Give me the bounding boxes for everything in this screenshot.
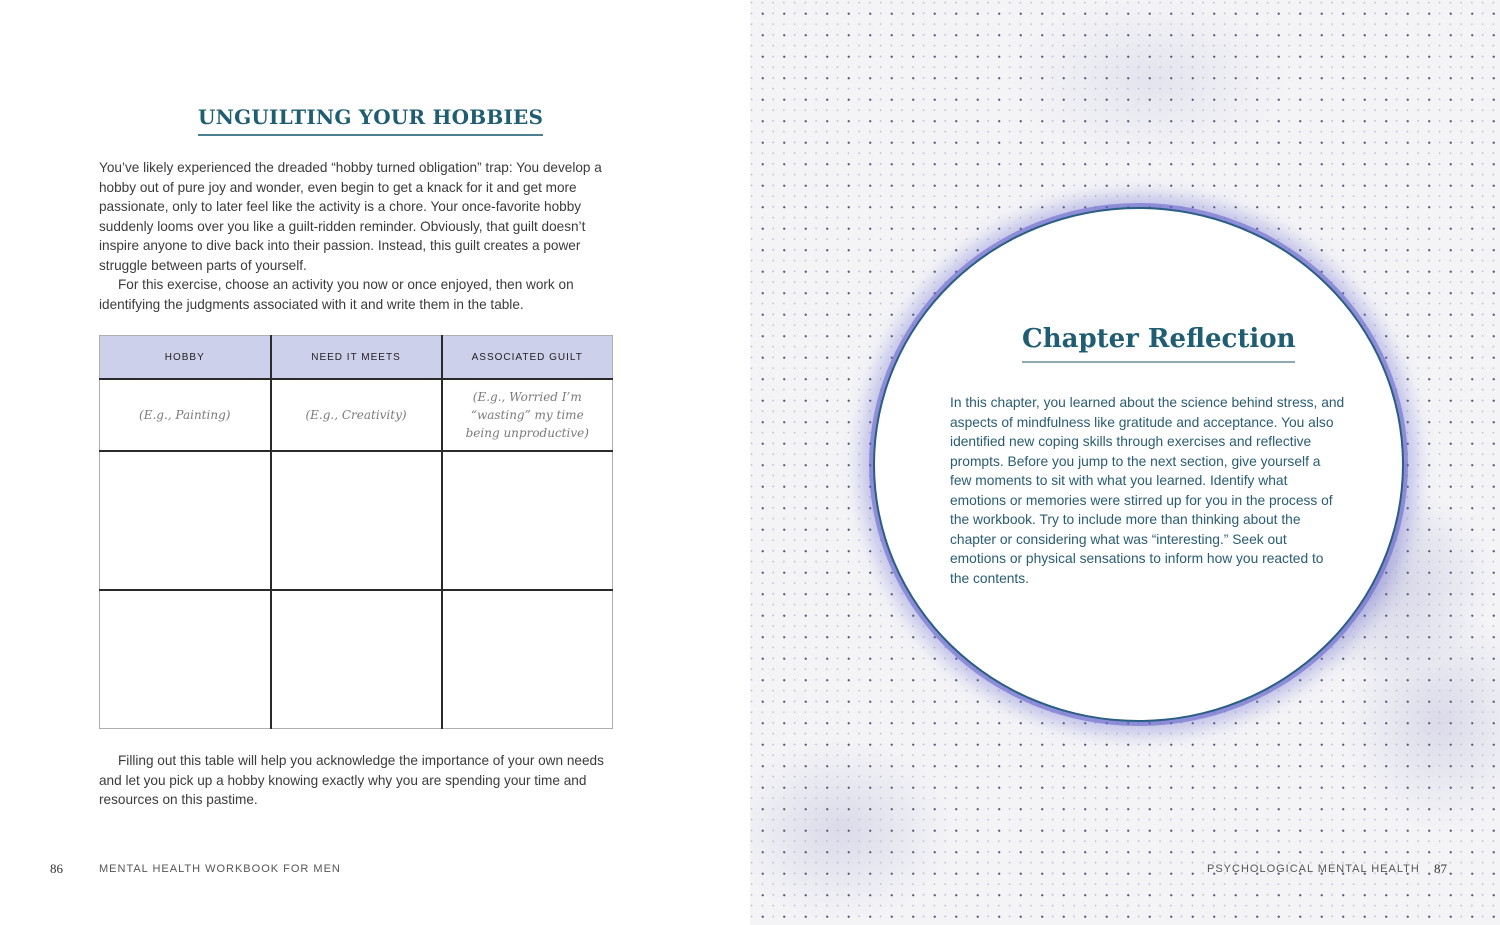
table-row	[100, 590, 613, 729]
table-row	[100, 451, 613, 590]
blank-cell-guilt[interactable]	[442, 590, 613, 729]
page-number-right: 87	[1434, 861, 1447, 876]
hobby-guilt-table	[99, 335, 613, 729]
blank-cell-hobby[interactable]	[100, 590, 271, 729]
outro-text	[99, 751, 619, 810]
intro-paragraph-2: For this exercise, choose an activity you now or once enjoyed, then work on identifying the judgments associated with it and write them in the table.	[99, 277, 574, 312]
running-head-right: PSYCHOLOGICAL MENTAL HEALTH	[1207, 863, 1420, 875]
example-guilt: (E.g., Worried I’m “wasting” my time being unproductive)	[442, 379, 613, 451]
example-need: (E.g., Creativity)	[271, 379, 442, 451]
table-row-example	[100, 379, 613, 451]
example-hobby: (E.g., Painting)	[100, 379, 271, 451]
blank-cell-hobby[interactable]	[100, 451, 271, 590]
intro-text	[99, 158, 619, 314]
header-hobby: HOBBY	[100, 336, 271, 380]
table-header-row	[100, 336, 613, 380]
blank-cell-need[interactable]	[271, 590, 442, 729]
header-associated-guilt: ASSOCIATED GUILT	[442, 336, 613, 380]
intro-paragraph-1: You’ve likely experienced the dreaded “hobby turned obligation” trap: You develop a hobby out of pure joy and wonder, even begin to get a knack for it and get more passionate, only to later feel like the activity is a chore. Your once-favorite hobby suddenly looms over you like a guilt-ridden reminder. Obviously, that guilt doesn’t inspire anyone to dive back into their passion. Instead, this guilt creates a power struggle between parts of yourself.	[99, 160, 602, 273]
page-number-left: 86	[50, 861, 63, 876]
blank-cell-guilt[interactable]	[442, 451, 613, 590]
reflection-title: Chapter Reflection	[1022, 322, 1295, 363]
right-page	[750, 0, 1500, 925]
blank-cell-need[interactable]	[271, 451, 442, 590]
header-need-it-meets: NEED IT MEETS	[271, 336, 442, 380]
section-title: UNGUILTING YOUR HOBBIES	[198, 104, 543, 136]
reflection-body: In this chapter, you learned about the science behind stress, and aspects of mindfulness like gratitude and acceptance. You also identified new coping skills through exercises and reflective prompts. Before you jump to the next section, give yourself a few moments to sit with what you learned. Identify what emotions or memories were stirred up for you in the process of the workbook. Try to include more than thinking about the chapter or considering what was “interesting.” Seek out emotions or physical sensations to inform how you reacted to the contents.	[950, 395, 1345, 586]
running-head-left: MENTAL HEALTH WORKBOOK FOR MEN	[99, 863, 341, 875]
outro-paragraph: Filling out this table will help you acknowledge the importance of your own needs and let you pick up a hobby knowing exactly why you are spending your time and resources on this pastime.	[99, 753, 604, 807]
